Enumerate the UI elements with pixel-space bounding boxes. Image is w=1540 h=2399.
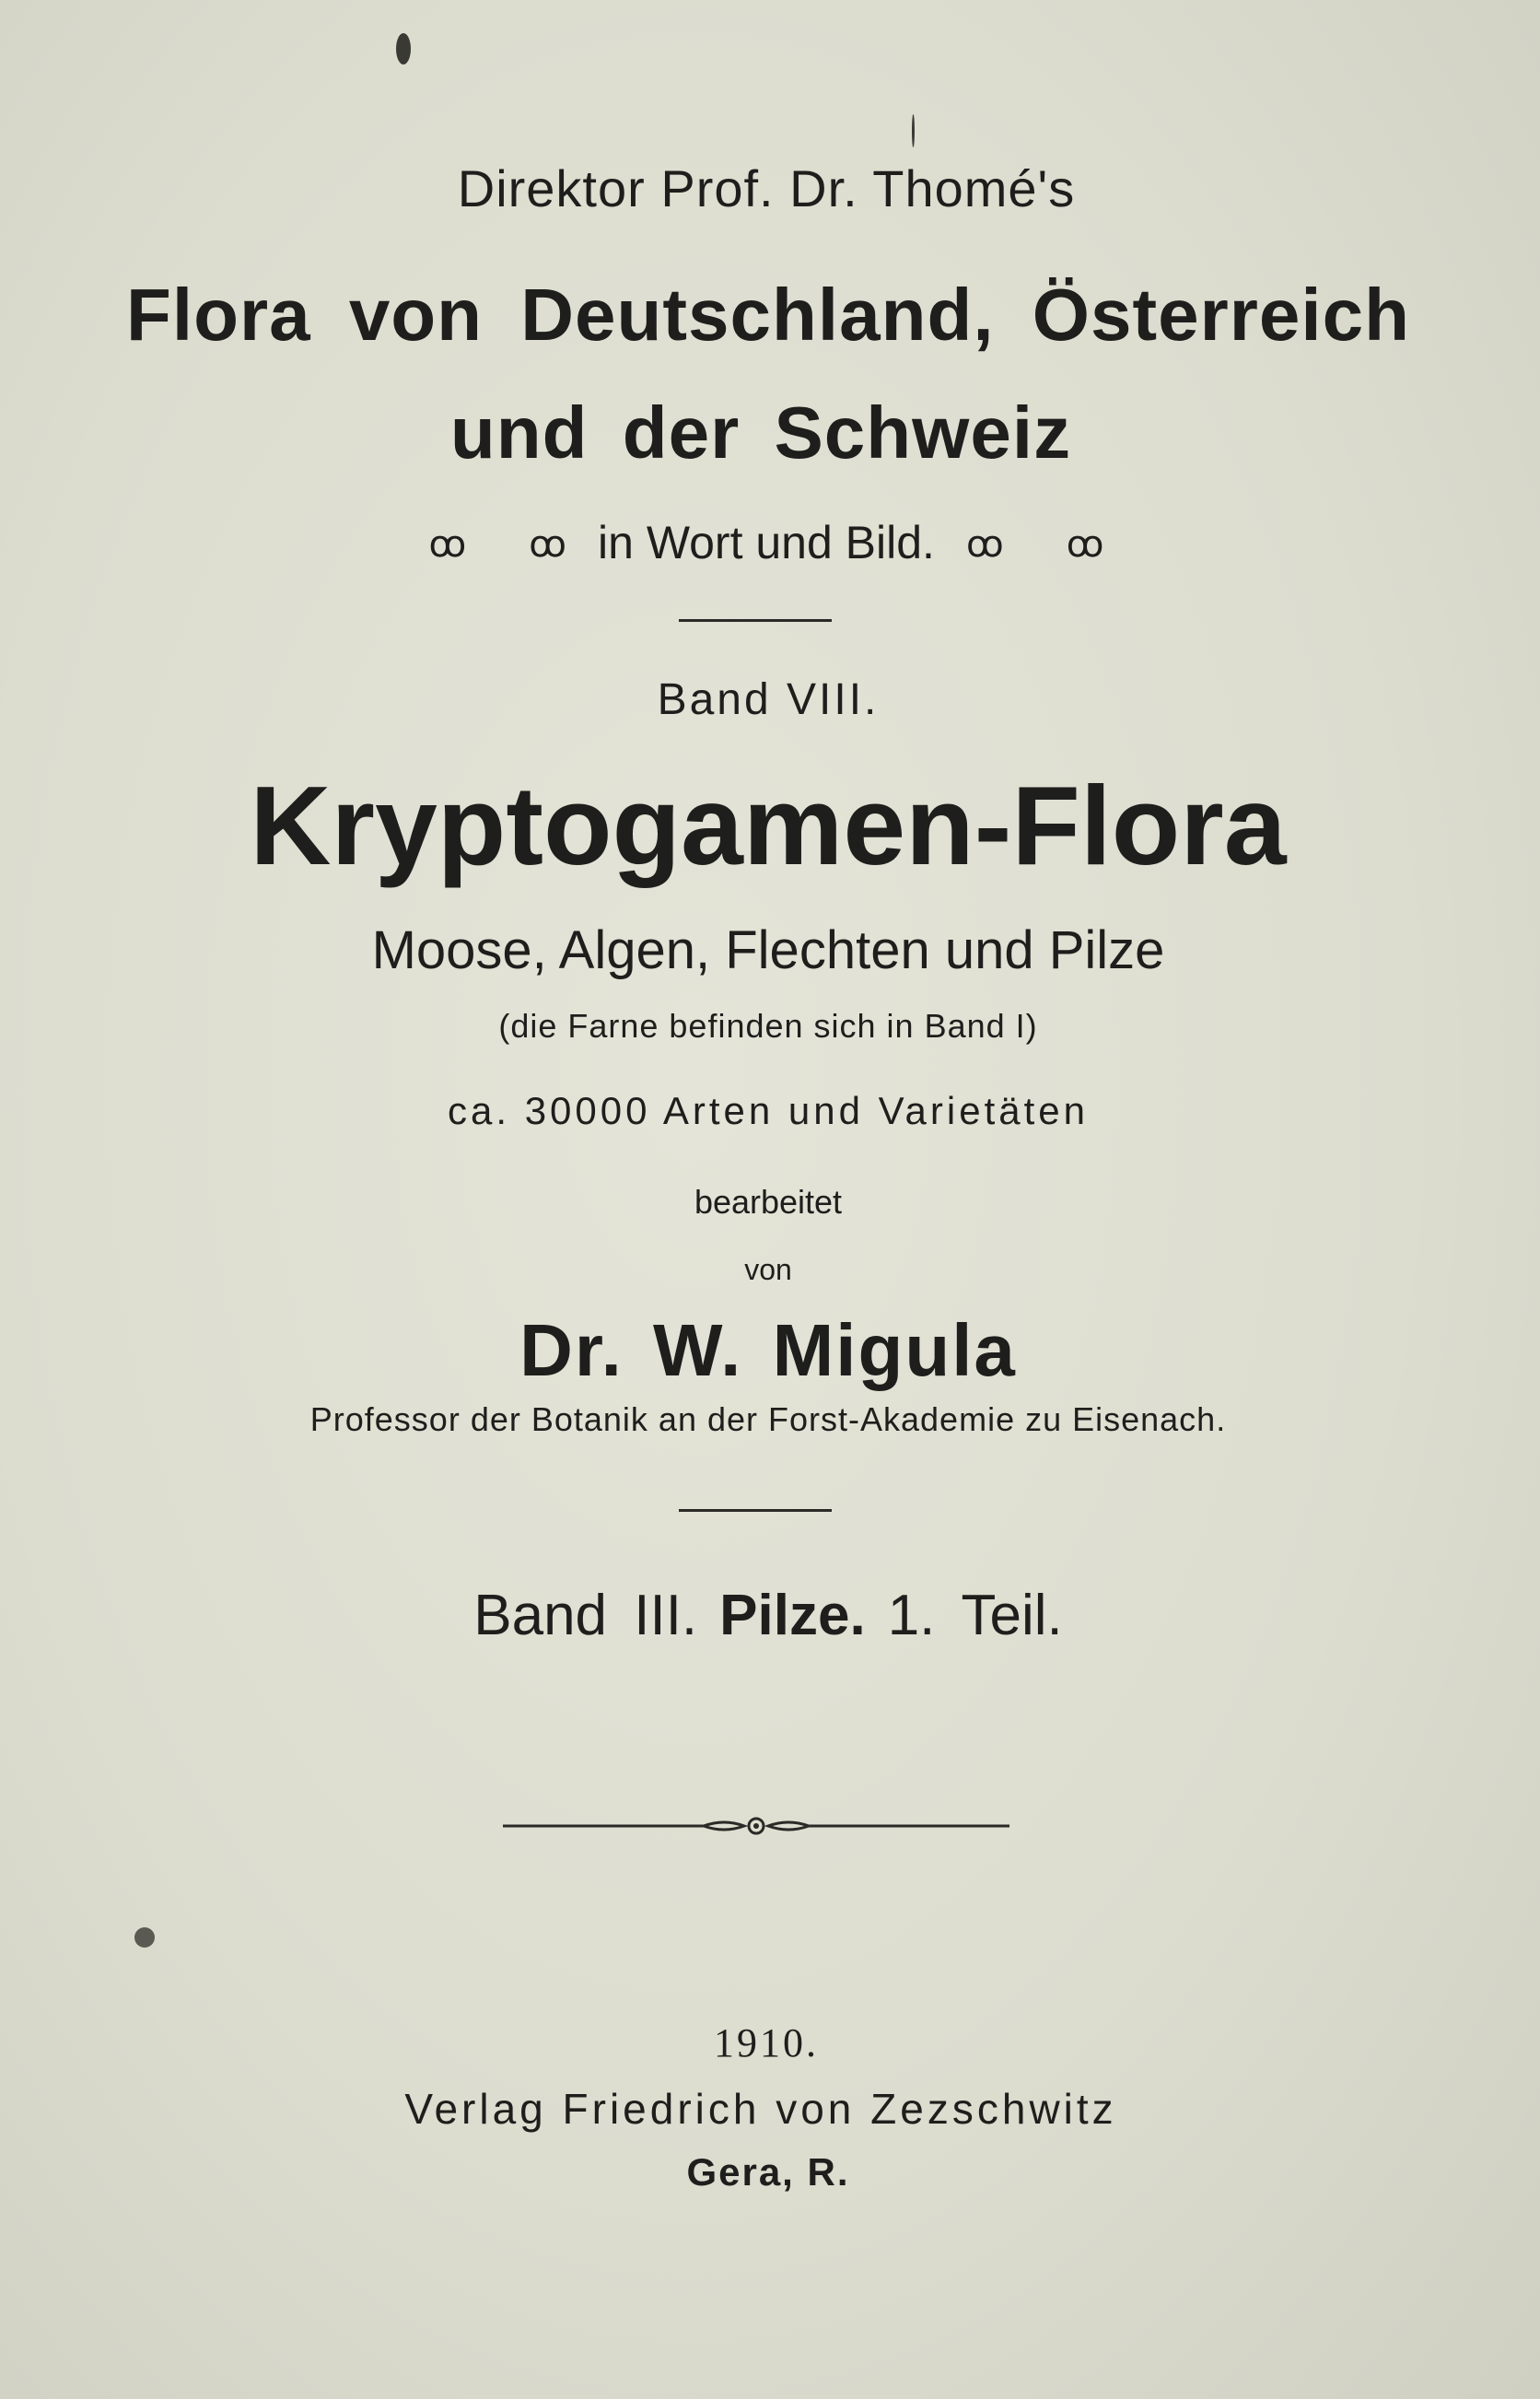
volume-number: Band VIII.	[657, 675, 880, 724]
part-line	[0, 1583, 1538, 1648]
main-title-line-2: und der Schweiz	[449, 392, 1072, 474]
divider-rule	[679, 619, 832, 622]
publication-place: Gera, R.	[686, 2150, 850, 2194]
ornament-icon: ꝏ	[529, 524, 567, 565]
divider-rule	[679, 1509, 832, 1512]
note-line: (die Farne befinden sich in Band I)	[498, 1007, 1038, 1045]
edited-by: bearbeitet	[694, 1183, 843, 1221]
ornament-icon: ꝏ	[965, 524, 1004, 565]
ornament-icon: ꝏ	[428, 524, 467, 565]
director-line: Direktor Prof. Dr. Thomé's	[457, 159, 1076, 217]
publication-year: 1910.	[714, 2020, 819, 2065]
part-band: Band III.	[473, 1584, 698, 1647]
volume-title: Kryptogamen-Flora	[250, 763, 1287, 888]
species-count: ca. 30000 Arten und Varietäten	[448, 1089, 1089, 1132]
ink-spot	[912, 114, 915, 147]
subtitle-line	[0, 516, 1536, 569]
part-number: 1. Teil.	[887, 1584, 1063, 1647]
publisher: Verlag Friedrich von Zezschwitz	[404, 2085, 1117, 2133]
ink-spot	[134, 1927, 155, 1948]
author-name: Dr. W. Migula	[519, 1309, 1017, 1391]
part-subject: Pilze.	[719, 1584, 866, 1647]
author-title: Professor der Botanik an der Forst-Akademie zu Eisenach.	[309, 1400, 1227, 1438]
contents-line: Moose, Algen, Flechten und Pilze	[371, 920, 1165, 980]
ornamental-divider-icon	[503, 1808, 1009, 1844]
ink-spot	[396, 33, 411, 64]
ornament-icon: ꝏ	[1066, 524, 1104, 565]
main-title-line-1: Flora von Deutschland, Österreich	[126, 274, 1410, 356]
subtitle: in Wort und Bild.	[598, 517, 935, 568]
by-word: von	[744, 1253, 792, 1286]
